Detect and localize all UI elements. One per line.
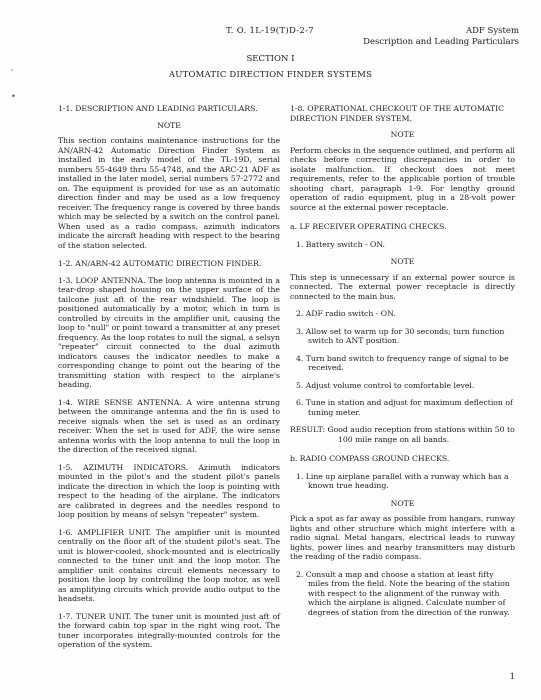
step-a4: 4. Turn band switch to frequency range of signal to be received. xyxy=(296,353,509,372)
right-column xyxy=(290,104,515,625)
system-title: ADF System xyxy=(465,26,519,36)
heading-1-1: 1-1. DESCRIPTION AND LEADING PARTICULARS. xyxy=(58,104,258,113)
margin-mark: ' xyxy=(11,68,14,77)
step-b2: 2. Consult a map and choose a station at least fifty miles from the field. Note the bearing of the station with respect to the alignment of the runway with which the airplane is aligned. Calculate number of degrees of station from the direction of the runway. xyxy=(296,569,510,617)
heading-1-8: 1-8. OPERATIONAL CHECKOUT OF THE AUTOMATIC DIRECTION FINDER SYSTEM. xyxy=(290,104,505,123)
step-a5: 5. Adjust volume control to comfortable level. xyxy=(296,380,475,390)
step-b1: 1. Line up airplane parallel with a runway which has a known true heading. xyxy=(296,471,509,490)
step-a3: 3. Allow set to warm up for 30 seconds; turn function switch to ANT position. xyxy=(296,326,505,345)
note-label: NOTE xyxy=(390,498,415,508)
section-title: SECTION I xyxy=(246,54,295,64)
header-right xyxy=(363,26,519,48)
left-column xyxy=(58,104,280,658)
subheading-b: b. RADIO COMPASS GROUND CHECKS. xyxy=(290,454,450,463)
heading-1-2: 1-2. AN/ARN-42 AUTOMATIC DIRECTION FINDER. xyxy=(58,259,262,268)
system-subtitle: Description and Leading Particulars xyxy=(363,37,519,47)
margin-mark: • xyxy=(11,92,16,101)
note-body: This step is unnecessary if an external power source is connected. The external power receptacle is directly connected to the main bus. xyxy=(290,272,515,301)
step-a2: 2. ADF radio switch - ON. xyxy=(296,309,396,318)
step-a1: 1. Battery switch - ON. xyxy=(296,239,385,249)
note-body: Perform checks in the sequence outlined, and perform all checks before correcting discrepancies in order to isolate malfunction. If checkout does not meet requirements, refer to the applicable portion of trouble shooting chart, paragraph 1-9. For lengthy ground operation of radio equipment, plug in a 28-volt power source at the external power receptacle. xyxy=(290,145,515,212)
note-label: NOTE xyxy=(390,257,415,266)
note-label: NOTE xyxy=(390,130,415,139)
paragraph-1-3: 1-3. LOOP ANTENNA. The loop antenna is mounted in a tear-drop shaped housing on the upper surface of the tailcone just aft of the rear windshield. The loop is positioned automatically by a motor, which in turn is controlled by circuits in the amplifier unit, causing the loop to "null" or point toward a transmitter at any preset frequency. As the loop rotates to null the signal, a selsyn "repeater" circuit connected to the dual azimuth indicators causes the indicator needles to make a corresponding change to point out the bearing of the transmitting station with respect to the airplane's heading. xyxy=(58,275,280,389)
paragraph-1-7: 1-7. TUNER UNIT. The tuner unit is mounted just aft of the forward cabin top spar in the right wing root. The tuner incorporates integrally-mounted controls for the operation of the system. xyxy=(58,611,280,649)
note-body: This section contains maintenance instructions for the AN/ARN-42 Automatic Direction Finder System as installed in the early model of the TL-19D, serial numbers 55-4649 thru 55-4748, and the ARC-21 ADF as installed in the later model, serial numbers 57-2772 and on. The equipment is provided for use as an automatic direction finder and may be used as a low frequency receiver. The frequency range is covered by three bands which may be selected by a switch on the control panel. When used as a radio compass, azimuth indicators indicate the aircraft heading with respect to the bearing of the station selected. xyxy=(58,136,280,250)
paragraph-1-4: 1-4. WIRE SENSE ANTENNA. A wire antenna strung between the omnirange antenna and the fin is used to receive signals when the set is used as an ordinary receiver. When the set is used for ADF, the wire sense antenna works with the loop antenna to null the loop in the direction of the received signal. xyxy=(58,397,280,454)
note-body: Pick a spot as far away as possible from hangars, runway lights and other structure which might interfere with a radio signal. Metal hangars, electrical leads to runway lights, power lines and nearby transmitters may disturb the reading of the radio compass. xyxy=(290,514,515,561)
note-label: NOTE xyxy=(157,120,181,130)
doc-number: T. O. 1L-19(T)D-2-7 xyxy=(226,26,314,36)
result-text: RESULT: Good audio reception from stations within 50 to 100 mile range on all bands. xyxy=(290,425,515,444)
step-a6: 6. Tune in station and adjust for maximum deflection of tuning meter. xyxy=(296,398,513,417)
section-subtitle: AUTOMATIC DIRECTION FINDER SYSTEMS xyxy=(168,70,373,80)
subheading-a: a. LF RECEIVER OPERATING CHECKS. xyxy=(290,222,447,231)
paragraph-1-5: 1-5. AZIMUTH INDICATORS. Azimuth indicators mounted in the pilot's and the student pilot's panels indicate the direction in which the loop is pointing with respect to the heading of the airplane. The indicators are calibrated in degrees and the needles respond to loop position by means of selsyn "repeater" system. xyxy=(58,462,280,519)
page-number: 1 xyxy=(509,672,515,682)
paragraph-1-6: 1-6. AMPLIFIER UNIT. The amplifier unit is mounted centrally on the floor aft of the student pilot's seat. The unit is blower-cooled, shock-mounted and is electrically connected to the tuner unit and the loop motor. The amplifier unit contains circuit elements necessary to position the loop by controlling the loop motor, as well as amplifying circuits which provide audio output to the headsets. xyxy=(58,527,280,603)
